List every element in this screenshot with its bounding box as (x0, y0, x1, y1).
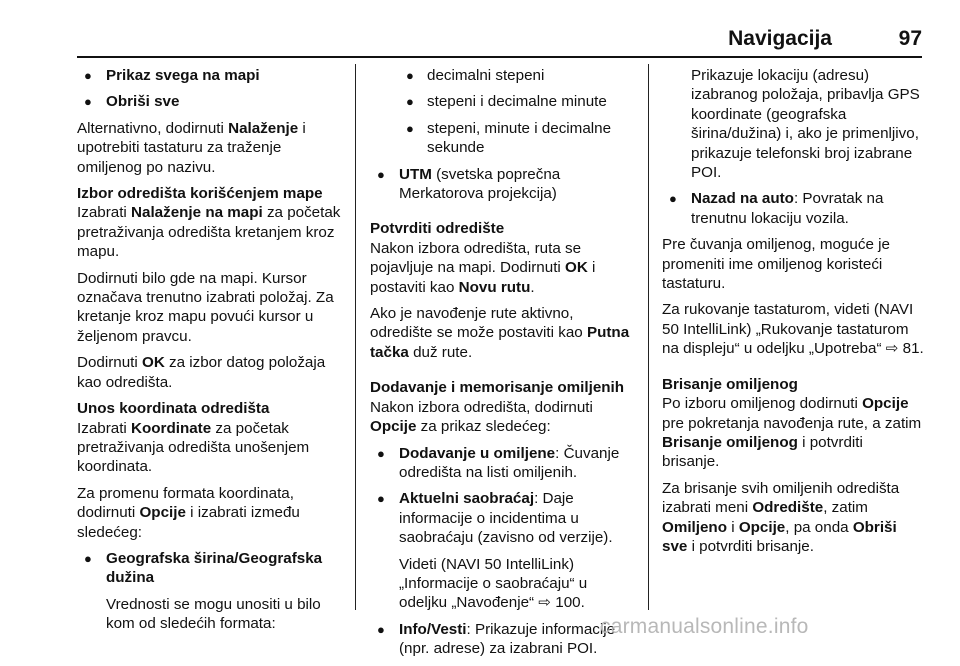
bullet-info: ● Info/Vesti: Prikazuje informacije (npr. adrese) za izabrani POI. (370, 620, 630, 659)
paragraph: Nakon izbora odredišta, dodirnuti Opcije za prikaz sledećeg: (370, 398, 593, 436)
section-title: Navigacija (728, 27, 832, 50)
section-heading: Dodavanje i memorisanje omiljenih (370, 379, 625, 397)
page-number: 97 (898, 27, 922, 50)
bullet-delete-all: ● Obriši sve (77, 92, 347, 111)
list-item: ● stepeni, minute i decimalne sekunde (399, 119, 630, 158)
sub-bullet-list (370, 66, 630, 158)
header-rule (77, 56, 922, 58)
paragraph: Pre čuvanja omiljenog, moguće je promeniti ime omiljenog koristeći tastaturu. (662, 236, 890, 293)
page-header (77, 27, 922, 57)
paragraph: Nakon izbora odredišta, ruta se pojavljuje na mapi. Dodirnuti OK i postaviti kao Novu rutu. (370, 239, 596, 296)
list-item: ● decimalni stepeni (399, 66, 630, 85)
section-heading: Izbor odredišta korišćenjem mape (77, 185, 323, 203)
bullet-traffic: ● Aktuelni saobraćaj: Daje informacije o incidentima u saobraćaju (zavisno od verzije). (370, 489, 630, 547)
paragraph: Za brisanje svih omiljenih odredišta izabrati meni Odredište, zatim Omiljeno i Opcije, pa onda Obriši sve i potvrditi brisanje. (662, 479, 900, 555)
paragraph: Izabrati Koordinate za početak pretraživanja odredišta unošenjem koordinata. (77, 419, 310, 476)
bullet-back-to-car: ● Nazad na auto: Povratak na trenutnu lokaciju vozila. (662, 189, 924, 228)
bullet-description: Vrednosti se mogu unositi u bilo kom od sledećih formata: (106, 595, 321, 633)
paragraph: Dodirnuti OK za izbor datog položaja kao odredišta. (77, 354, 326, 391)
paragraph: Dodirnuti bilo gde na mapi. Kursor označava trenutno izabrati položaj. Za kretanje kroz mapu povući kursor u željenom pravcu. (77, 269, 334, 345)
paragraph: Izabrati Nalaženje na mapi za početak pretraživanja odredišta kretanjem kroz mapu. (77, 204, 341, 261)
paragraph: Ako je navođenje rute aktivno, odredište se može postaviti kao Putna tačka duž rute. (370, 305, 630, 361)
bullet-description: Prikazuje lokaciju (adresu) izabranog položaja, pribavlja GPS koordinate (geografska širina/dužina) i, ako je primenljivo, prikazuje telefonski broj izabrane POI. (691, 67, 920, 182)
column-3 (662, 66, 924, 563)
paragraph: Za promenu formata koordinata, dodirnuti Opcije i izabrati između sledećeg: (77, 484, 300, 541)
paragraph: Alternativno, dodirnuti Nalaženje i upotrebiti tastaturu za traženje omiljenog po nazivu. (77, 119, 306, 176)
section-heading: Unos koordinata odredišta (77, 400, 270, 418)
bullet-utm: ● UTM (svetska poprečna Merkatorova projekcija) (370, 165, 630, 204)
bullet-add-favorite: ● Dodavanje u omiljene: Čuvanje odredišta na listi omiljenih. (370, 444, 630, 483)
watermark: carmanualsonline.info (600, 615, 809, 638)
column-1 (77, 66, 347, 641)
paragraph: Za rukovanje tastaturom, videti (NAVI 50 IntelliLink) „Rukovanje tastaturom na displeju“ u odeljku „Upotreba“ ⇨ 81. (662, 301, 924, 358)
column-2 (370, 66, 630, 666)
list-item: ● stepeni i decimalne minute (399, 92, 630, 111)
section-heading: Brisanje omiljenog (662, 375, 798, 393)
column-divider-2 (648, 64, 649, 610)
bullet-lat-long: ● Geografska širina/Geografska dužina (77, 549, 347, 588)
paragraph: Po izboru omiljenog dodirnuti Opcije pre pokretanja navođenja rute, a zatim Brisanje omiljenog i potvrditi brisanje. (662, 395, 922, 471)
bullet-show-all: ● Prikaz svega na mapi (77, 66, 347, 85)
column-divider-1 (355, 64, 356, 610)
section-heading: Potvrditi odredište (370, 220, 505, 238)
bullet-description: Videti (NAVI 50 IntelliLink) „Informacije o saobraćaju“ u odeljku „Navođenje“ ⇨ 100. (399, 555, 588, 612)
